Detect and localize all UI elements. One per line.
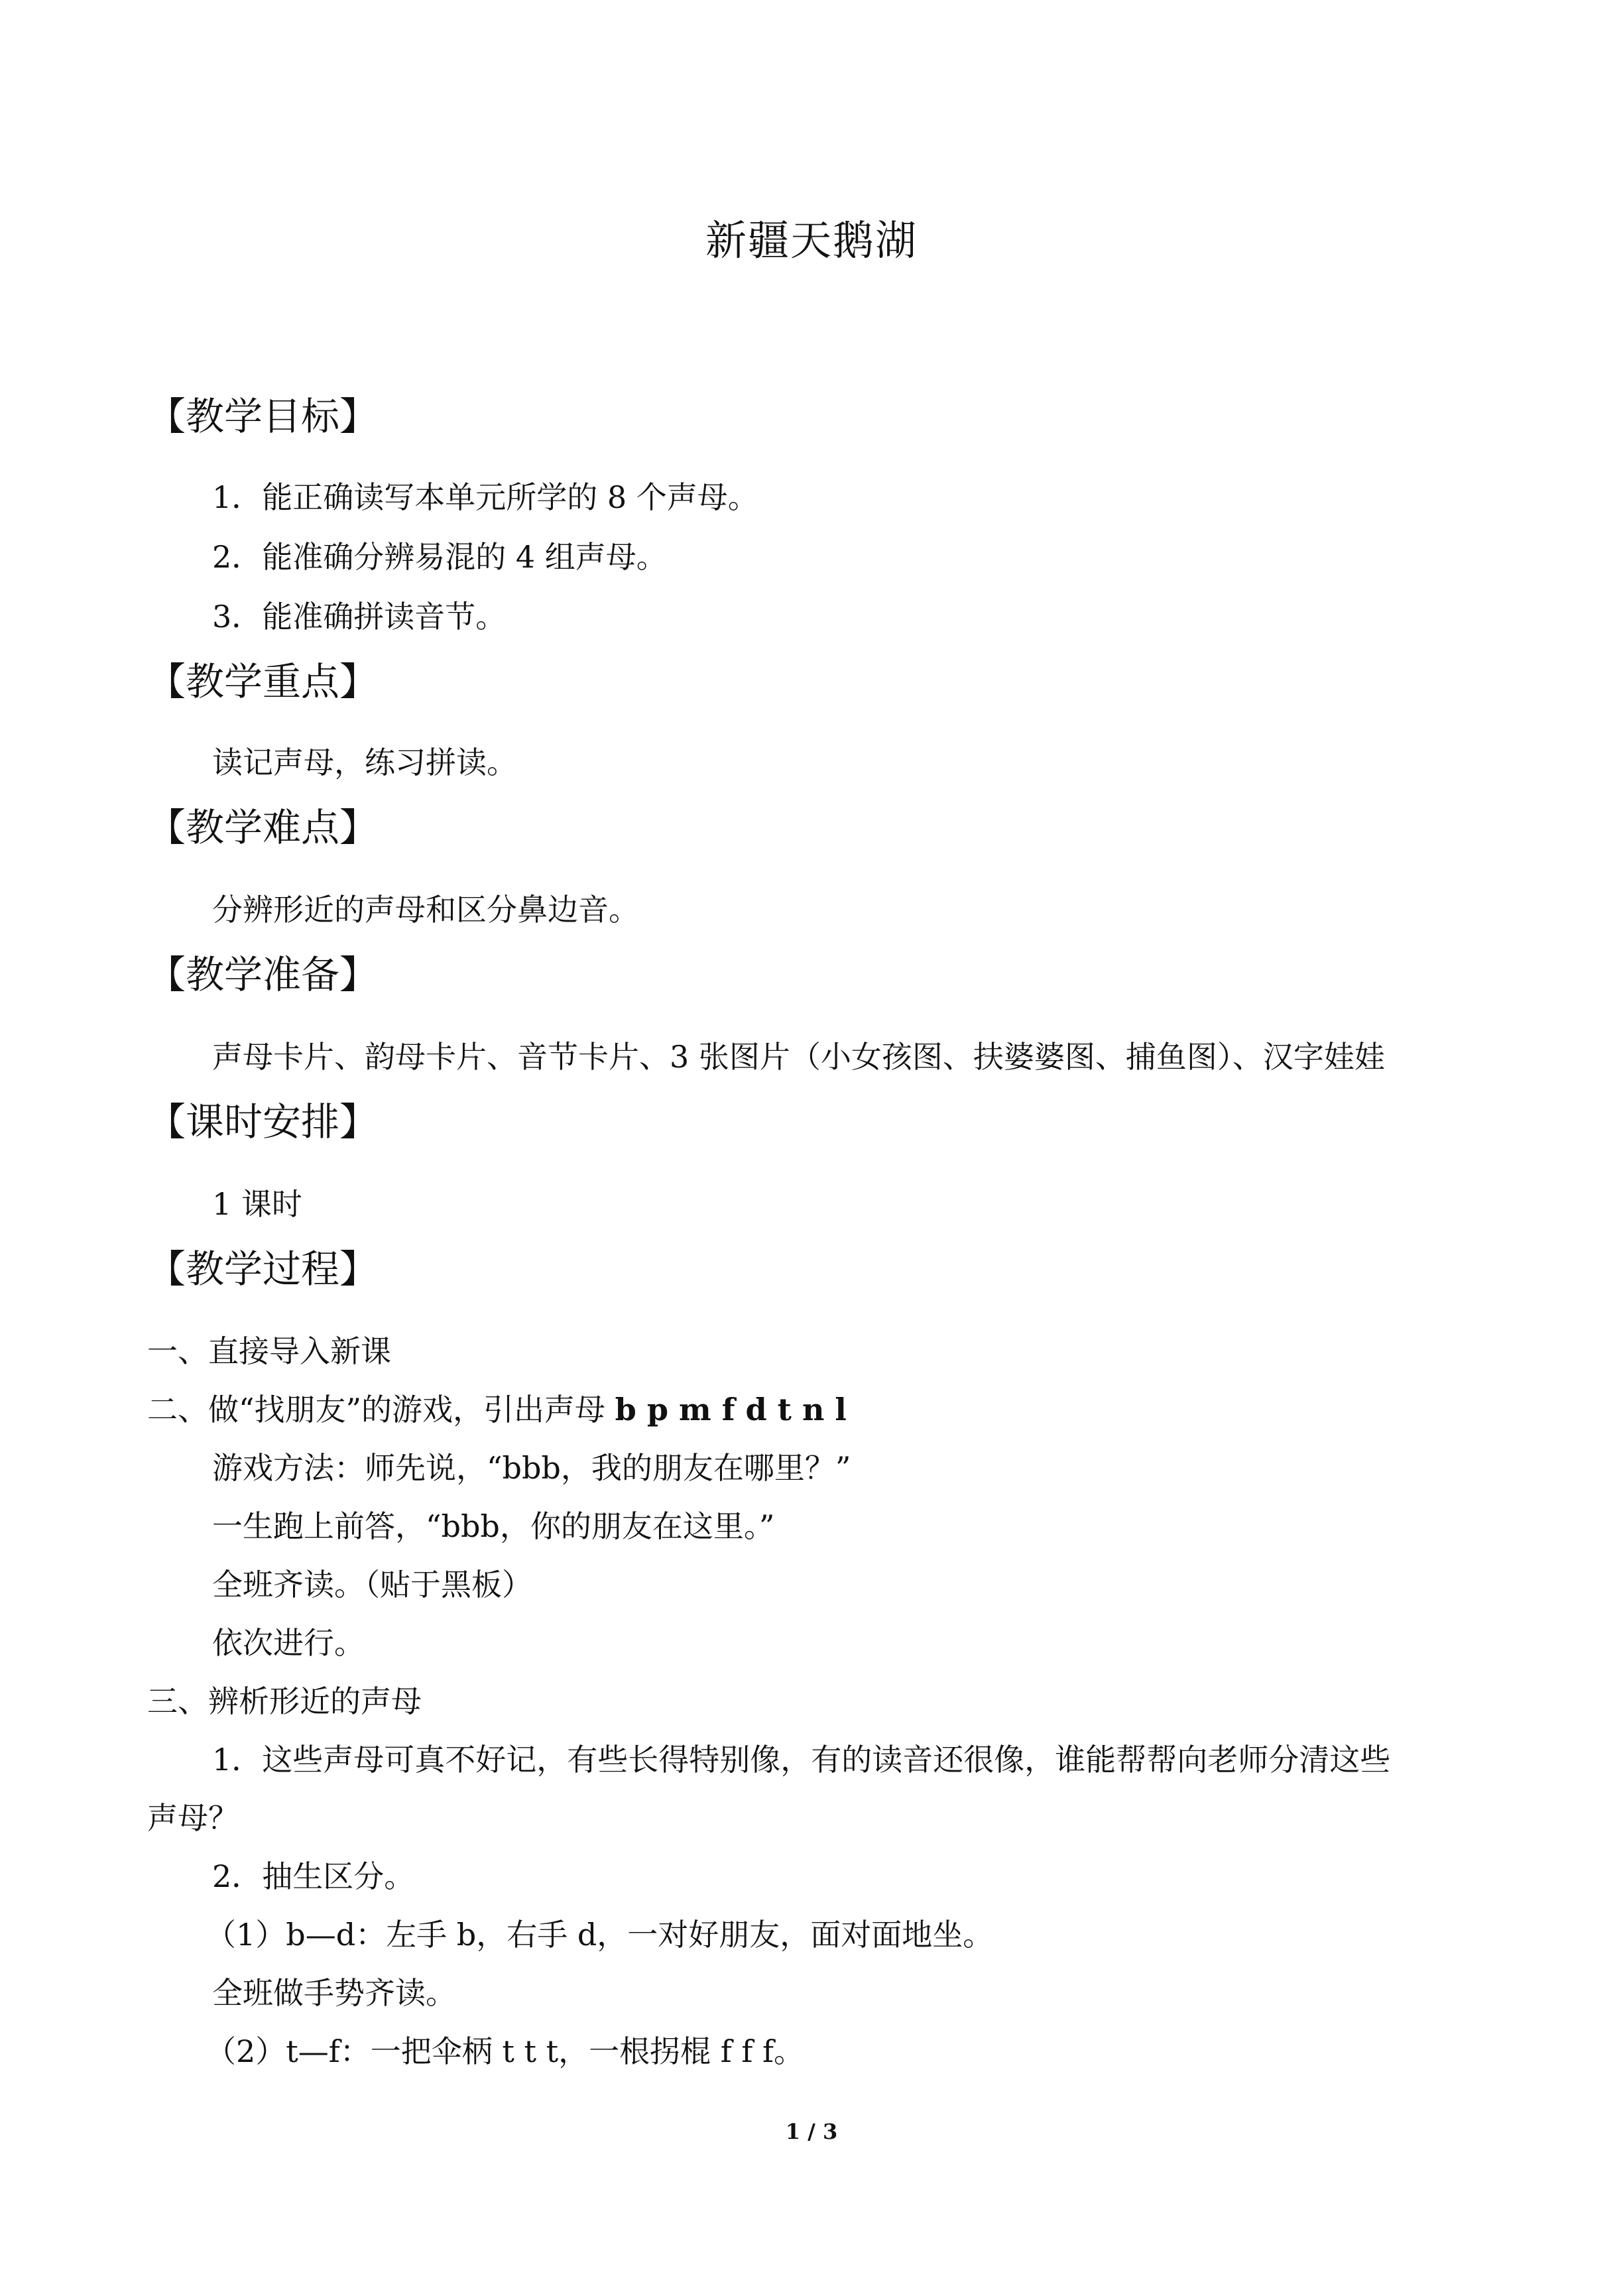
game-method-line: 游戏方法：师先说，“bbb，我的朋友在哪里？” — [212, 1450, 851, 1486]
heading-process: 【教学过程】 — [147, 1246, 379, 1292]
document-title: 新疆天鹅湖 — [705, 216, 918, 265]
initials-letters: b p m f d t n l — [615, 1392, 847, 1427]
class-read-line: 全班齐读。（贴于黑板） — [212, 1567, 532, 1602]
heading-key-points: 【教学重点】 — [147, 659, 379, 704]
step3-sub2: （2）t—f：一把伞柄 t t t，一根拐棍 f f f。 — [206, 2033, 805, 2069]
objective-item-1: 1．能正确读写本单元所学的 8 个声母。 — [212, 479, 758, 515]
student-answer-line: 一生跑上前答，“bbb，你的朋友在这里。” — [212, 1508, 775, 1544]
schedule-text: 1 课时 — [212, 1186, 302, 1222]
process-step-3: 三、辨析形近的声母 — [147, 1683, 422, 1719]
step3-item1-line2: 声母？ — [147, 1800, 239, 1836]
step3-sub1-follow: 全班做手势齐读。 — [212, 1975, 456, 2011]
step3-sub1: （1）b—d：左手 b，右手 d，一对好朋友，面对面地坐。 — [206, 1917, 994, 1953]
step3-item1-line1: 1．这些声母可真不好记，有些长得特别像，有的读音还很像，谁能帮帮向老师分清这些 — [212, 1742, 1391, 1778]
objective-item-2: 2．能准确分辨易混的 4 组声母。 — [212, 539, 667, 575]
process-step-2 — [147, 1388, 847, 1431]
heading-preparation: 【教学准备】 — [147, 952, 379, 997]
process-step-2-text: 二、做“找朋友”的游戏，引出声母 — [147, 1392, 615, 1427]
heading-objectives: 【教学目标】 — [147, 394, 379, 439]
process-step-1: 一、直接导入新课 — [147, 1333, 391, 1369]
heading-schedule: 【课时安排】 — [147, 1099, 379, 1144]
in-turn-line: 依次进行。 — [212, 1625, 365, 1661]
heading-difficulties: 【教学难点】 — [147, 805, 379, 850]
preparation-text: 声母卡片、韵母卡片、音节卡片、3 张图片（小女孩图、扶婆婆图、捕鱼图）、汉字娃娃 — [212, 1039, 1385, 1075]
objective-item-3: 3．能准确拼读音节。 — [212, 599, 507, 634]
difficulties-text: 分辨形近的声母和区分鼻边音。 — [212, 892, 639, 928]
step3-item2: 2．抽生区分。 — [212, 1858, 415, 1894]
page-number: 1 / 3 — [785, 2119, 838, 2144]
key-points-text: 读记声母，练习拼读。 — [212, 745, 517, 780]
